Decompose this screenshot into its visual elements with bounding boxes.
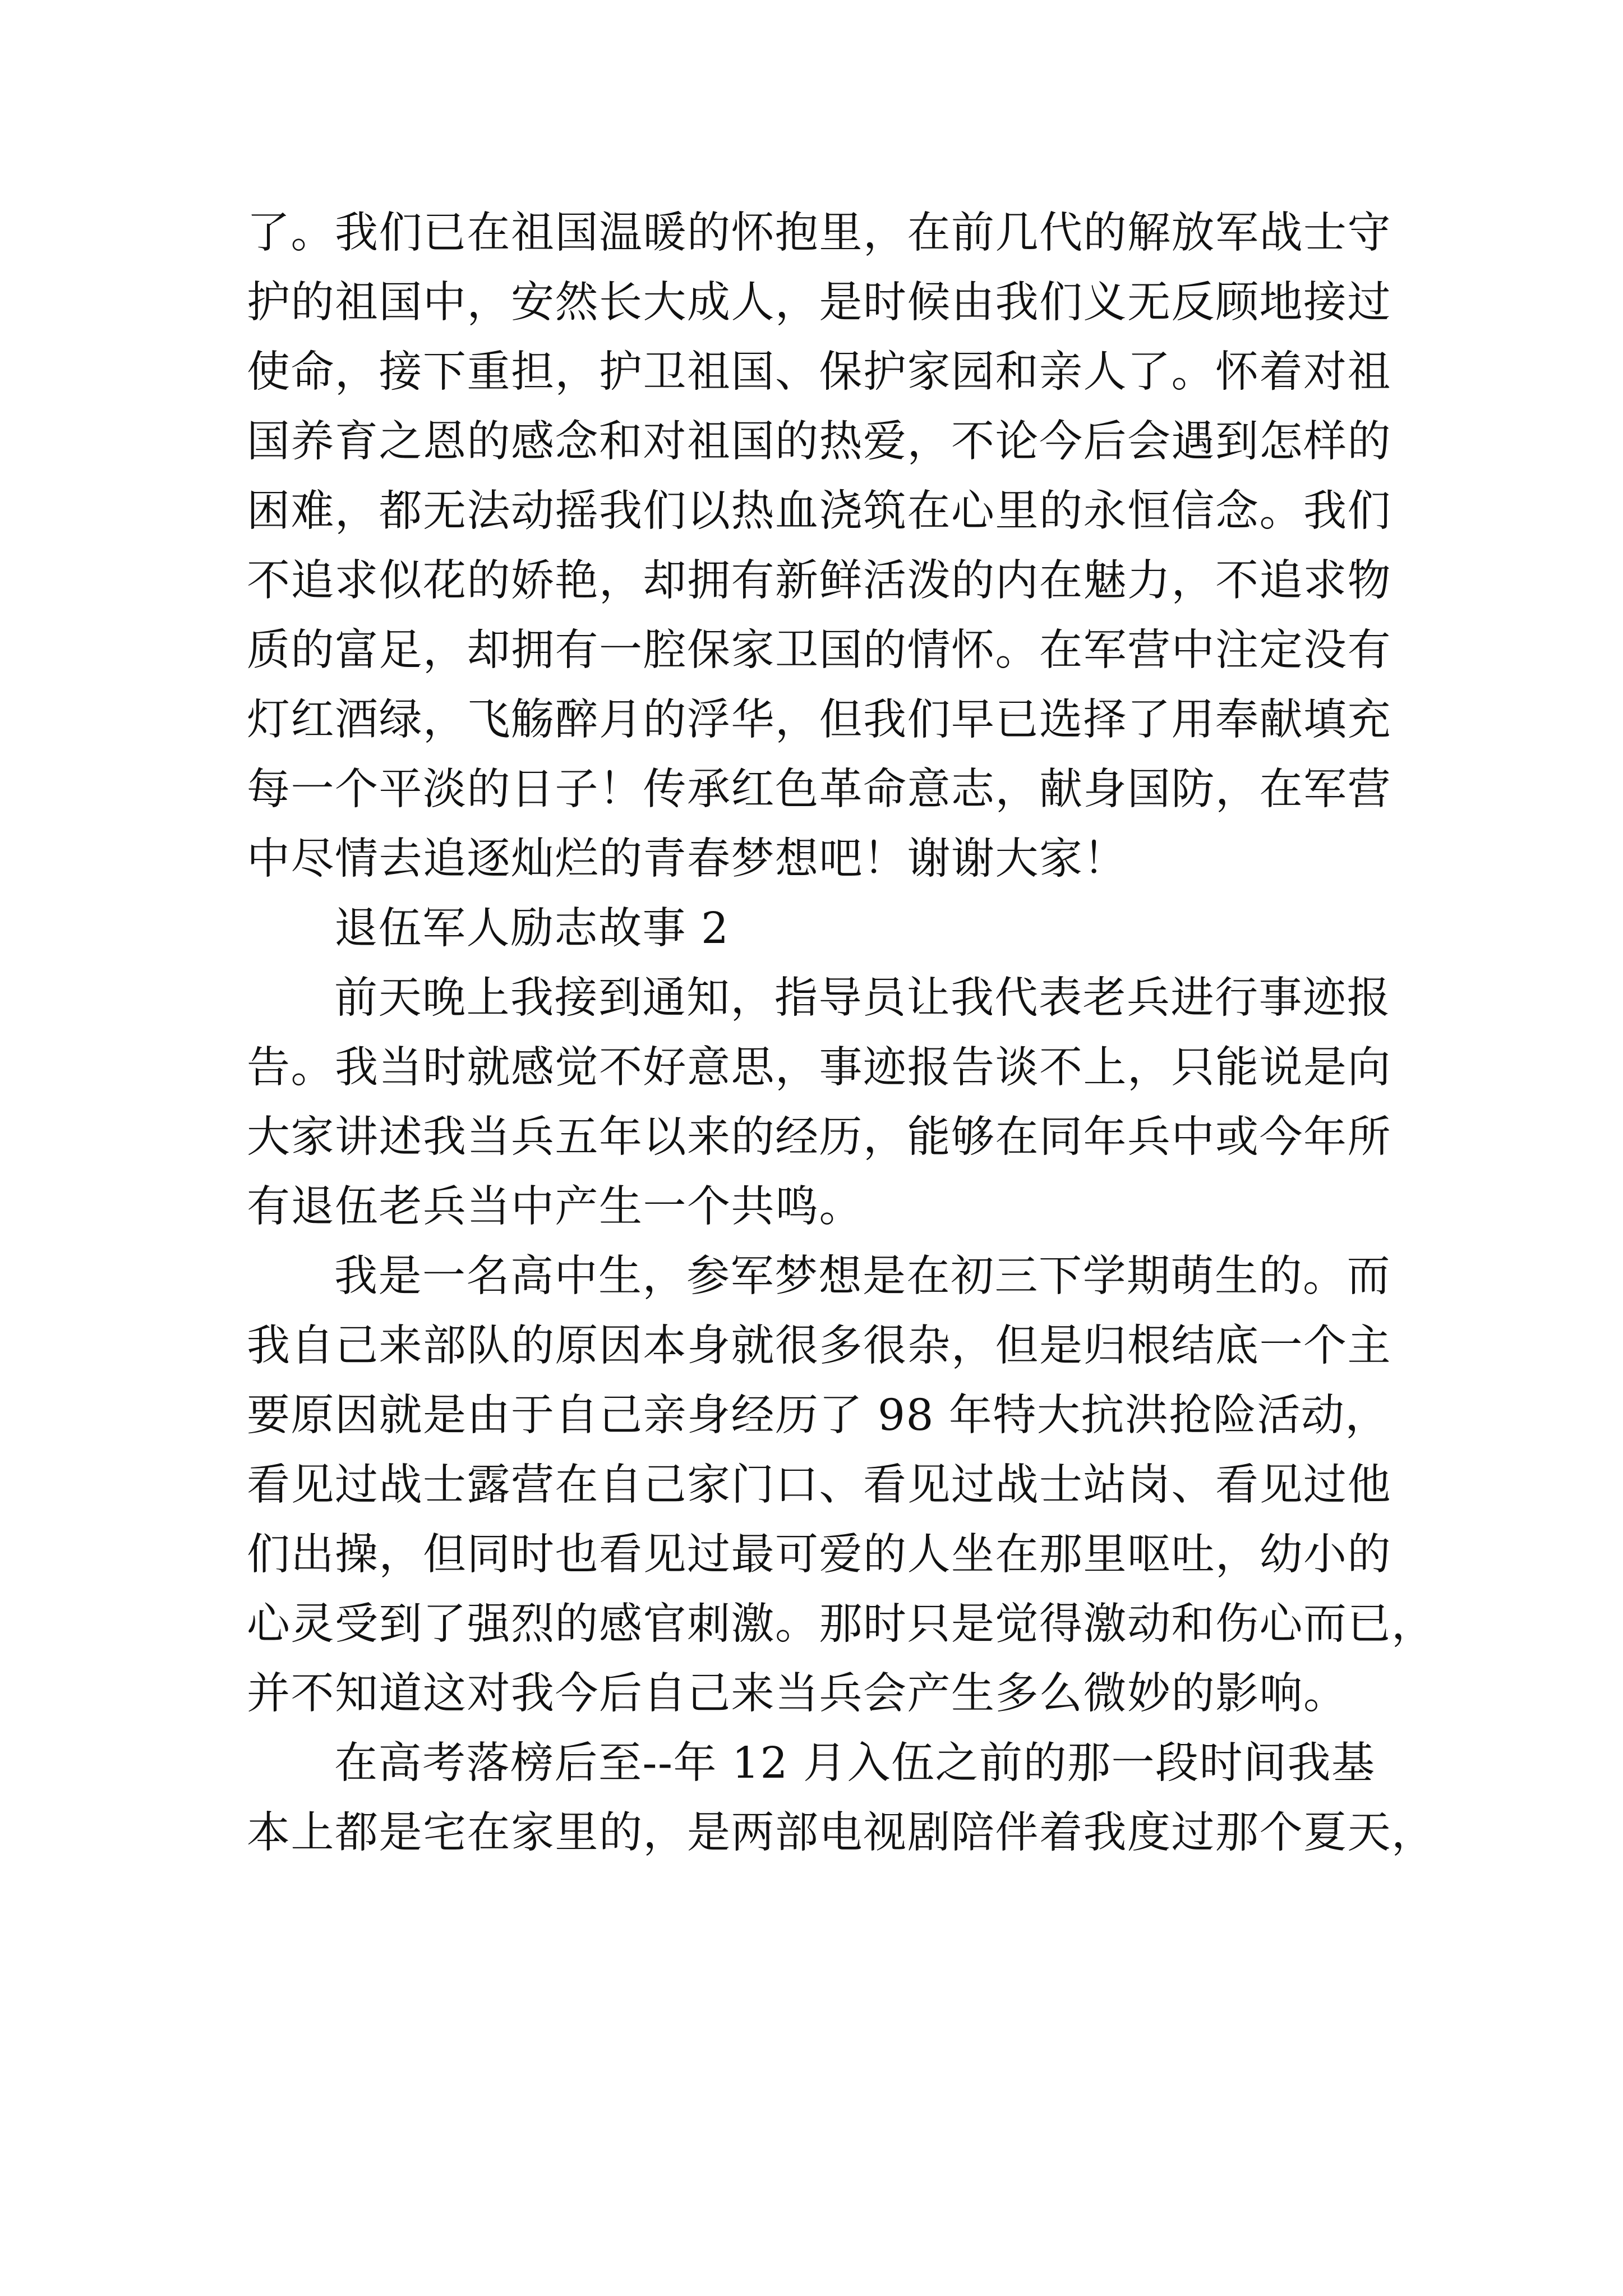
text-line-14: 大家讲述我当兵五年以来的经历，能够在同年兵中或今年所 xyxy=(247,1112,1391,1162)
text-line-21: 心灵受到了强烈的感官刺激。那时只是觉得激动和伤心而已， xyxy=(247,1599,1436,1649)
text-line-16: 我是一名高中生，参军梦想是在初三下学期萌生的。而 xyxy=(334,1251,1391,1301)
text-line-5: 困难，都无法动摇我们以热血浇筑在心里的永恒信念。我们 xyxy=(247,486,1391,536)
text-line-18: 要原因就是由于自己亲身经历了 98 年特大抗洪抢险活动， xyxy=(247,1391,1389,1441)
text-line-10: 中尽情去追逐灿烂的青春梦想吧！谢谢大家！ xyxy=(247,834,1127,884)
text-line-6: 不追求似花的娇艳，却拥有新鲜活泼的内在魅力，不追求物 xyxy=(247,556,1391,606)
text-line-19: 看见过战士露营在自己家门口、看见过战士站岗、看见过他 xyxy=(247,1460,1391,1510)
text-line-9: 每一个平淡的日子！传承红色革命意志，献身国防，在军营 xyxy=(247,765,1391,815)
text-line-23: 在高考落榜后至--年 12 月入伍之前的那一段时间我基 xyxy=(334,1738,1376,1788)
text-line-15: 有退伍老兵当中产生一个共鸣。 xyxy=(247,1182,863,1232)
text-line-7: 质的富足，却拥有一腔保家卫国的情怀。在军营中注定没有 xyxy=(247,625,1391,675)
text-line-20: 们出操，但同时也看见过最可爱的人坐在那里呕吐，幼小的 xyxy=(247,1530,1391,1580)
text-line-4: 国养育之恩的感念和对祖国的热爱，不论今后会遇到怎样的 xyxy=(247,417,1391,467)
text-line-8: 灯红酒绿，飞觞醉月的浮华，但我们早已选择了用奉献填充 xyxy=(247,695,1391,745)
text-line-12: 前天晚上我接到通知，指导员让我代表老兵进行事迹报 xyxy=(334,973,1391,1023)
text-line-24: 本上都是宅在家里的，是两部电视剧陪伴着我度过那个夏天， xyxy=(247,1808,1436,1858)
text-line-1: 了。我们已在祖国温暖的怀抱里，在前几代的解放军战士守 xyxy=(247,208,1391,258)
text-line-17: 我自己来部队的原因本身就很多很杂，但是归根结底一个主 xyxy=(247,1321,1391,1371)
section-heading: 退伍军人励志故事 2 xyxy=(334,904,730,954)
text-line-13: 告。我当时就感觉不好意思，事迹报告谈不上，只能说是向 xyxy=(247,1043,1391,1093)
text-line-2: 护的祖国中，安然长大成人，是时候由我们义无反顾地接过 xyxy=(247,278,1391,328)
text-line-3: 使命，接下重担，护卫祖国、保护家园和亲人了。怀着对祖 xyxy=(247,347,1391,397)
text-line-22: 并不知道这对我今后自己来当兵会产生多么微妙的影响。 xyxy=(247,1669,1348,1719)
